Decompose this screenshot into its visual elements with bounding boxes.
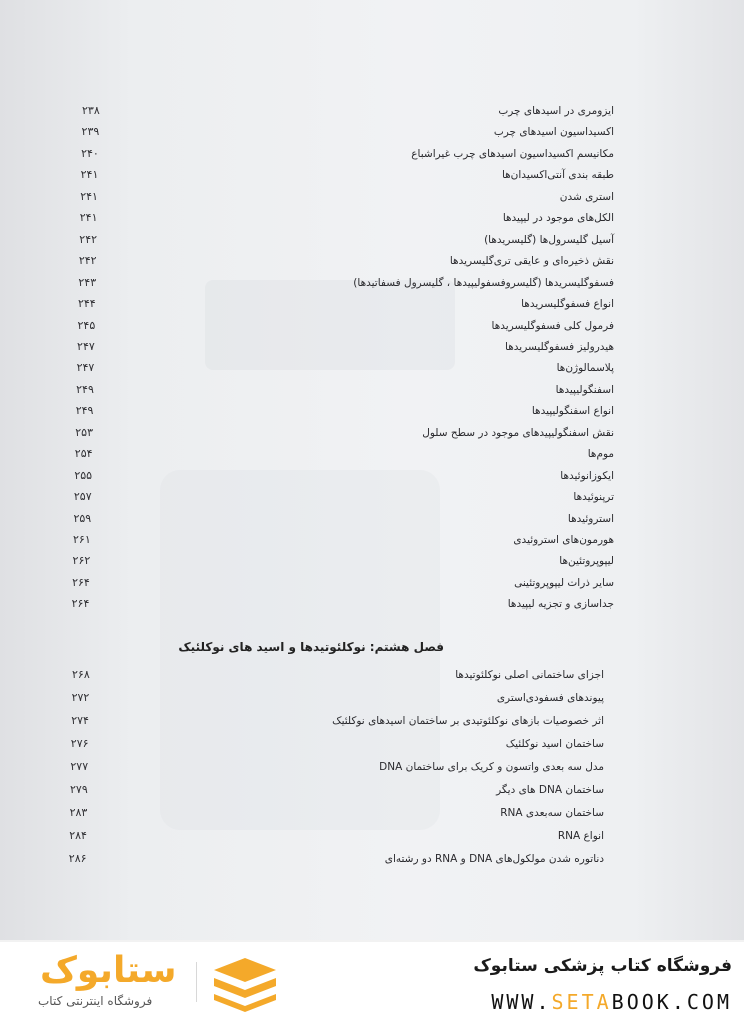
toc-entry [0, 123, 744, 141]
toc-entry-page: ۲۷۶ [70, 737, 89, 750]
toc-entry [0, 102, 744, 120]
toc-entry [0, 317, 744, 335]
toc-entry-title: فرمول کلی فسفوگلیسریدها [491, 319, 614, 332]
toc-entry [0, 574, 744, 592]
toc-entry [0, 758, 744, 776]
toc-entry [0, 381, 744, 399]
toc-entry [0, 531, 744, 549]
toc-entry-title: ساختمان اسید نوکلئیک [505, 738, 604, 750]
store-url-accent: SETA [551, 990, 612, 1014]
toc-entry [0, 209, 744, 227]
logo-divider [196, 962, 197, 1002]
toc-entry-page: ۲۵۹ [73, 511, 92, 525]
toc-entry [0, 424, 744, 442]
toc-entry-page: ۲۴۲ [78, 254, 97, 268]
toc-entry-title: اجزای ساختمانی اصلی نوکلئوتیدها [455, 669, 604, 681]
toc-entry [0, 595, 744, 613]
toc-entry-page: ۲۷۹ [70, 783, 88, 796]
toc-entry [0, 274, 744, 292]
toc-entry-title: نقش اسفنگولیپیدهای موجود در سطح سلول [422, 426, 614, 439]
toc-entry-title: موم‌ها [587, 448, 614, 461]
toc-entry-page: ۲۴۷ [76, 361, 95, 375]
toc-entry [0, 252, 744, 270]
store-url-prefix: WWW. [491, 990, 552, 1014]
toc-entry-page: ۲۸۶ [68, 852, 87, 865]
store-footer [0, 940, 744, 1026]
toc-entry [0, 188, 744, 206]
toc-entry-title: اکسیداسیون اسیدهای چرب [493, 126, 614, 139]
toc-entry-page: ۲۶۸ [72, 668, 90, 681]
toc-entry-title: هیدرولیز فسفوگلیسریدها [505, 340, 614, 353]
toc-entry-title: ترپنوئیدها [573, 491, 614, 504]
toc-entry-page: ۲۴۱ [80, 189, 98, 203]
toc-entry-title: فسفوگلیسریدها (گلیسروفسفولیپیدها ، گلیسرول فسفاتیدها) [353, 276, 614, 289]
toc-entry [0, 295, 744, 313]
toc-entry-title: انواع RNA [557, 830, 604, 842]
toc-entry-title: اسفنگولیپیدها [555, 383, 614, 396]
toc-entry [0, 689, 744, 707]
toc-entry-title: دناتوره شدن مولکول‌های DNA و RNA دو رشته‌ای [384, 853, 604, 865]
toc-entry-title: سایر ذرات لیپوپروتئینی [514, 576, 614, 589]
toc-entry-title: پلاسمالوژن‌ها [556, 362, 614, 375]
toc-entry-title: لیپوپروتئین‌ها [559, 555, 614, 568]
toc-entry-title: مکانیسم اکسیداسیون اسیدهای چرب غیراشباع [411, 147, 614, 160]
toc-entry [0, 402, 744, 420]
toc-entry-page: ۲۵۷ [73, 490, 92, 504]
toc-entry [0, 666, 744, 684]
store-name: فروشگاه کتاب پزشکی ستابوک [473, 956, 732, 976]
toc-entry [0, 488, 744, 506]
toc-entry-title: پیوندهای فسفودی‌استری [496, 692, 604, 704]
toc-entry-title: مدل سه بعدی واتسون و کریک برای ساختمان DNA [379, 761, 604, 773]
toc-entry [0, 445, 744, 463]
toc-entry-page: ۲۶۱ [73, 533, 91, 546]
toc-entry-page: ۲۴۵ [77, 318, 96, 332]
toc-entry [0, 850, 744, 868]
toc-entry [0, 510, 744, 528]
toc-entry [0, 338, 744, 356]
toc-entry-page: ۲۵۵ [74, 468, 93, 482]
toc-entry [0, 231, 744, 249]
toc-entry-title: اثر خصوصیات بازهای نوکلئوتیدی بر ساختمان اسیدهای نوکلئیک [332, 715, 604, 727]
store-logo-text: ستابوک [40, 950, 177, 991]
toc-entry [0, 145, 744, 163]
toc-entry [0, 359, 744, 377]
toc-entry-title: انواع فسفوگلیسریدها [521, 298, 614, 311]
toc-entry-page: ۲۴۹ [76, 382, 94, 396]
toc-entry-title: طبقه بندی آنتی‌اکسیدان‌ها [501, 169, 614, 182]
toc-entry-page: ۲۴۳ [78, 275, 97, 289]
toc-entry-title: ایکوزانوئیدها [560, 469, 614, 482]
chapter-heading: فصل هشتم: نوکلئوتیدها و اسید های نوکلئیک [178, 640, 444, 654]
toc-entry-title: ساختمان DNA های دیگر [496, 784, 604, 796]
toc-entry-page: ۲۶۴ [71, 597, 90, 611]
toc-entry-title: ایزومری در اسیدهای چرب [498, 105, 614, 117]
toc-entry-page: ۲۳۸ [82, 104, 100, 117]
toc-entry-title: آسیل گلیسرول‌ها (گلیسریدها) [484, 233, 614, 246]
book-stack-logo-icon [212, 956, 278, 1012]
toc-entry-page: ۲۳۹ [81, 125, 100, 139]
toc-entry-page: ۲۴۷ [77, 339, 95, 353]
toc-entry-page: ۲۴۱ [79, 211, 98, 225]
toc-entry-page: ۲۴۱ [80, 168, 99, 182]
toc-entry [0, 804, 744, 822]
store-url-suffix: BOOK.COM [611, 990, 732, 1014]
toc-entry-title: ساختمان سه‌بعدی RNA [500, 807, 604, 819]
toc-entry-page: ۲۸۴ [69, 829, 87, 842]
toc-entry [0, 467, 744, 485]
toc-entry-title: انواع اسفنگولیپیدها [531, 405, 614, 418]
toc-entry-page: ۲۴۴ [77, 297, 96, 311]
store-url[interactable] [491, 990, 732, 1014]
toc-entry [0, 552, 744, 570]
toc-entry [0, 166, 744, 184]
toc-entry-page: ۲۴۹ [75, 404, 94, 418]
toc-entry-page: ۲۷۴ [71, 714, 89, 727]
toc-entry-title: جداسازی و تجزیه لیپیدها [507, 598, 614, 611]
toc-entry-title: استری شدن [559, 190, 614, 203]
toc-entry-page: ۲۶۲ [72, 554, 91, 568]
toc-entry [0, 827, 744, 845]
toc-entry-title: استروئیدها [567, 512, 614, 525]
toc-entry-title: هورمون‌های استروئیدی [513, 534, 614, 546]
toc-entry-page: ۲۴۰ [81, 146, 99, 160]
toc-entry-page: ۲۵۳ [75, 425, 93, 439]
toc-entry-title: نقش ذخیره‌ای و عایقی تری‌گلیسریدها [449, 255, 614, 268]
toc-entry-page: ۲۸۳ [69, 806, 88, 819]
toc-entry [0, 712, 744, 730]
toc-entry [0, 781, 744, 799]
toc-entry-page: ۲۵۴ [74, 447, 93, 461]
toc-entry-page: ۲۶۴ [72, 575, 90, 589]
toc-entry-page: ۲۴۲ [79, 232, 98, 246]
toc-entry-title: الکل‌های موجود در لیپیدها [502, 212, 614, 225]
toc-entry [0, 735, 744, 753]
toc-entry-page: ۲۷۲ [71, 691, 90, 704]
toc-entry-page: ۲۷۷ [70, 760, 89, 773]
store-logo-tagline: فروشگاه اینترنتی کتاب [38, 994, 153, 1008]
